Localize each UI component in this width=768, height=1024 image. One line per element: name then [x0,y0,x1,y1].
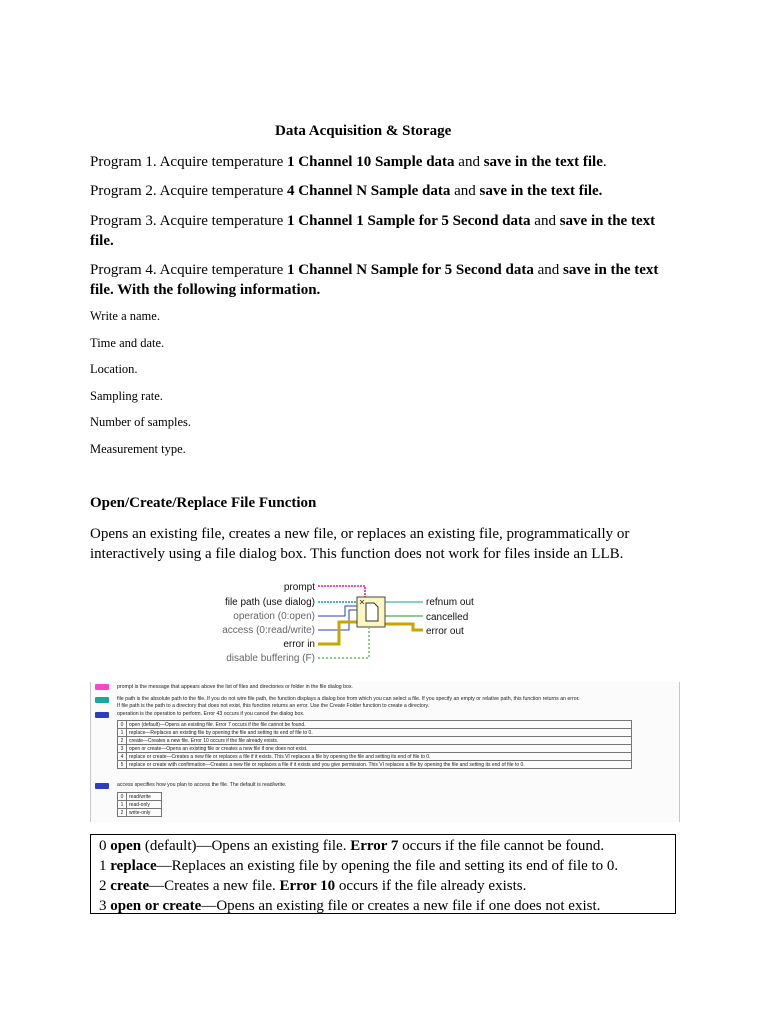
program-text: and [530,213,560,229]
program-text: Program 1. Acquire temperature [90,154,288,170]
input-label-access: access (0:read/write) [222,625,315,636]
program-bold: 1 Channel 1 Sample for 5 Second data [287,213,531,229]
program-text: Program 4. Acquire temperature [90,262,288,278]
option-bold: replace [110,858,157,874]
help-screenshot [90,682,680,822]
option-text: occurs if the file cannot be found. [398,838,605,854]
table-row [118,737,632,745]
row-number: 1 [118,801,127,809]
program-text: and [533,262,564,278]
row-number: 0 [118,721,127,729]
option-number: 2 [99,878,111,894]
operation-wire [318,606,357,616]
row-text: read/write [127,793,162,801]
table-row [118,729,632,737]
row-text: replace or create—Creates a new file or replaces a file if it exists. This VI replaces a file by opening the file and setting its end of file to 0. [127,753,632,761]
program-bold: 1 Channel N Sample for 5 Second data [287,262,534,278]
access-description: access specifies how you plan to access the file. The default is read/write. [117,782,287,788]
table-row [118,745,632,753]
error-out-wire [385,624,423,630]
input-label-error-in: error in [283,639,315,650]
row-number: 3 [118,745,127,753]
table-row [118,761,632,769]
program-bold: save in the text file. [479,183,603,199]
input-label-prompt: prompt [283,582,315,593]
row-number: 5 [118,761,127,769]
access-table [117,792,162,817]
operation-options-table [90,834,676,914]
program-4 [90,260,680,300]
error-in-wire [318,622,357,644]
section-body: Opens an existing file, creates a new file, or replaces an existing file, programmatically or interactively using a file dialog box. This function does not work for files inside an LLB. [90,526,630,562]
row-number: 2 [118,737,127,745]
output-label-refnum-out: refnum out [426,597,474,608]
option-text: (default)—Opens an existing file. [141,838,351,854]
access-terminal-icon [95,783,109,789]
program-3 [90,211,680,251]
section-heading: Open/Create/Replace File Function [90,495,317,511]
option-bold: create [110,878,150,894]
program-bold: save in the text file. [90,213,656,249]
program-2 [90,181,680,201]
input-label-operation: operation (0:open) [233,611,315,622]
program-text: and [450,183,480,199]
program-bold: save in the text file. With the following information. [90,262,659,298]
row-number: 2 [118,809,127,817]
row-text: read-only [127,801,162,809]
option-row [99,856,667,876]
operation-terminal-icon [95,712,109,718]
program-bold: save in the text file [483,154,603,170]
input-label-file-path: file path (use dialog) [224,597,315,608]
option-bold: open or create [110,898,202,914]
option-number: 0 [99,838,111,854]
row-text: open or create—Opens an existing file or creates a new file if one does not exist. [127,745,632,753]
program-text: Program 3. Acquire temperature [90,213,288,229]
option-row [99,836,667,856]
file-icon [366,603,378,621]
option-bold: Error 7 [350,838,399,854]
path-terminal-icon [95,697,109,703]
program-bold: 4 Channel N Sample data [287,183,451,199]
table-row [118,793,162,801]
option-number: 3 [99,898,111,914]
row-number: 4 [118,753,127,761]
prompt-description: prompt is the message that appears above the list of files and directories or folder in the file dialog box. [117,684,353,690]
input-label-disable-buffering: disable buffering (F) [226,653,315,664]
output-label-cancelled: cancelled [426,612,469,623]
info-item: Time and date. [90,336,165,350]
path-description-2: If file path is the path to a directory that does not exist, this function returns an error. Use the Create Folder function to create a directory. [117,703,430,709]
table-row [118,753,632,761]
option-text: occurs if the file already exists. [335,878,527,894]
info-item: Number of samples. [90,415,192,429]
program-text: and [454,154,484,170]
info-item: Write a name. [90,309,160,323]
row-number: 1 [118,729,127,737]
program-text: . [602,154,607,170]
table-row [118,801,162,809]
option-row [99,876,667,896]
option-row [99,896,667,916]
option-text: —Opens an existing file or creates a new file if one does not exist. [201,898,601,914]
program-1 [90,152,680,172]
option-text: —Replaces an existing file by opening the file and setting its end of file to 0. [156,858,619,874]
option-number: 1 [99,858,111,874]
info-item: Sampling rate. [90,389,163,403]
table-row [118,809,162,817]
row-text: create—Creates a new file. Error 10 occurs if the file already exists. [127,737,632,745]
path-description-1: file path is the absolute path to the file. If you do not wire file path, the function displays a dialog box from which you can select a file. If you specify an empty or relative path, this function returns an error. [117,696,580,702]
program-text: Program 2. Acquire temperature [90,183,288,199]
operation-description: operation is the operation to perform. Error 43 occurs if you cancel the dialog box. [117,711,305,717]
row-text: open (default)—Opens an existing file. Error 7 occurs if the file cannot be found. [127,721,632,729]
row-text: replace or create with confirmation—Creates a new file or replaces a file if it exists and you give permission. This VI replaces a file by opening the file and setting its end of file to 0. [127,761,632,769]
operation-table [117,720,632,769]
info-item: Location. [90,362,138,376]
prompt-terminal-icon [95,684,109,690]
page-title: Data Acquisition & Storage [275,123,452,139]
option-bold: Error 10 [279,878,336,894]
info-item: Measurement type. [90,442,186,456]
table-row [118,721,632,729]
connector-pane-svg [215,572,485,667]
row-text: replace—Replaces an existing file by opening the file and setting its end of file to 0. [127,729,632,737]
row-number: 0 [118,793,127,801]
option-bold: open [110,838,142,854]
option-text: —Creates a new file. [149,878,280,894]
output-label-error-out: error out [426,626,464,637]
program-bold: 1 Channel 10 Sample data [287,154,455,170]
row-text: write-only [127,809,162,817]
connector-pane-diagram [215,572,485,667]
